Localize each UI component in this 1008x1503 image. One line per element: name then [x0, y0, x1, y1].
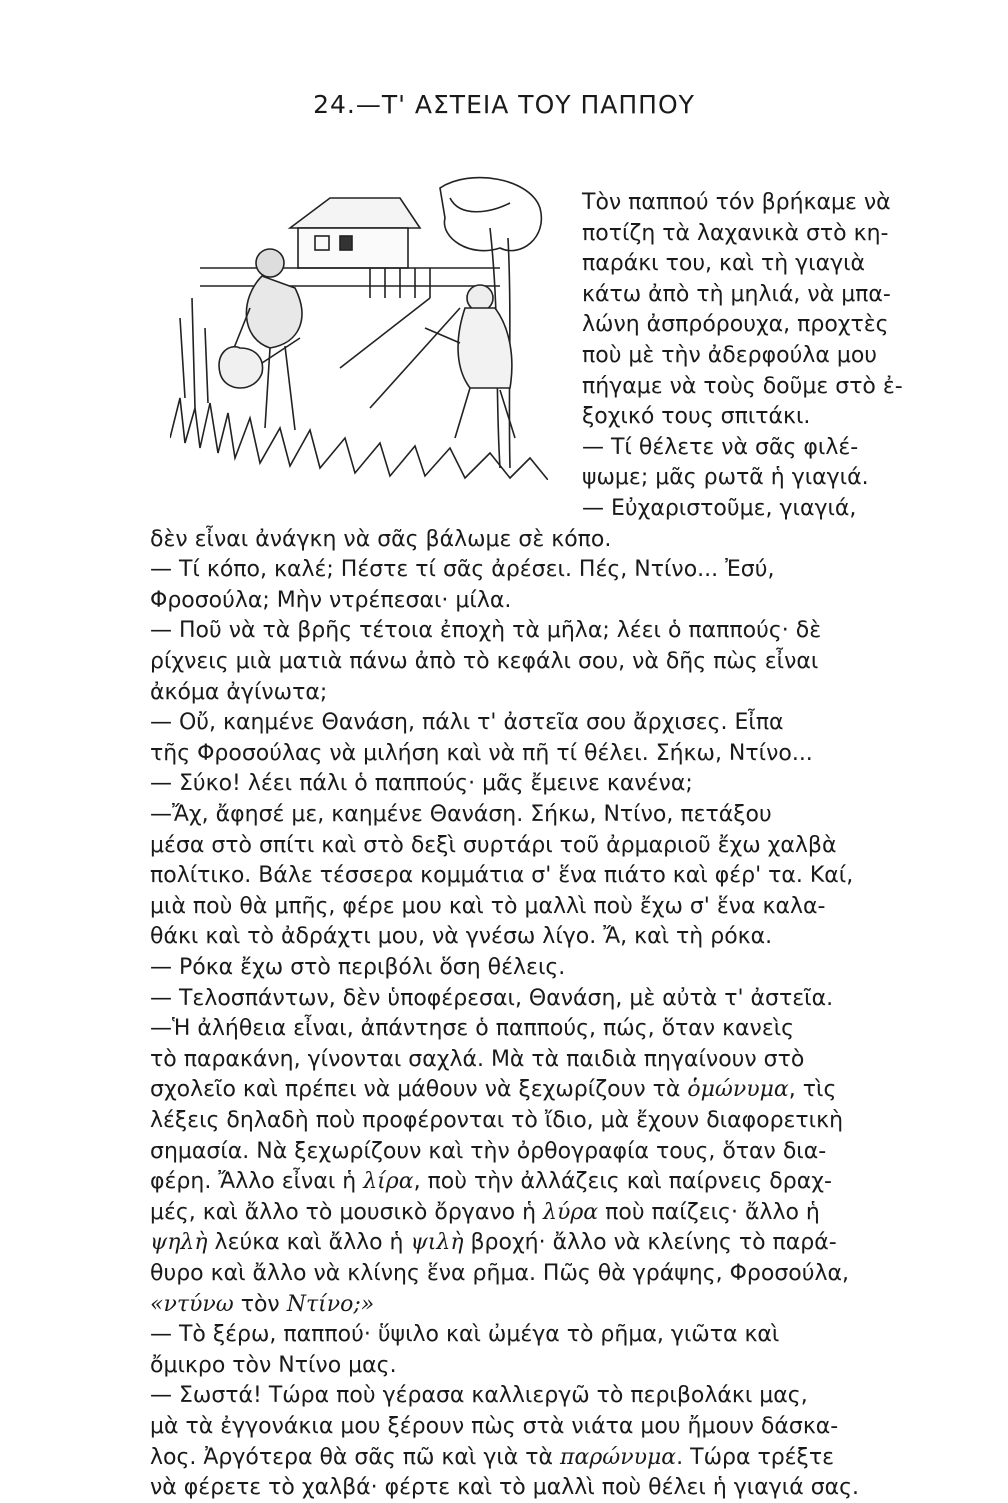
- text-run: μέσα στὸ σπίτι καὶ στὸ δεξὶ συρτάρι τοῦ ἀρμαριοῦ ἔχω χαλβὰ: [150, 832, 837, 858]
- text-line: [582, 341, 877, 371]
- text-run: , τὶς: [788, 1077, 837, 1103]
- text-line: [582, 249, 865, 279]
- text-run: —Ἡ ἀλήθεια εἶναι, ἀπάντησε ὁ παππούς, πώς, ὅταν κανεὶς: [150, 1016, 795, 1042]
- text-run: βροχή· ἄλλο νὰ κλείνης τὸ παρά-: [463, 1230, 837, 1256]
- text-run: σημασία. Νὰ ξεχωρίζουν καὶ τὴν ὀρθογραφία τους, ὅταν δια-: [150, 1138, 827, 1164]
- text-line: [150, 1075, 836, 1105]
- text-run: Φροσούλα; Μὴν ντρέπεσαι· μίλα.: [150, 587, 512, 613]
- text-line: [150, 1473, 859, 1503]
- text-run: — Σύκο! λέει πάλι ὁ παππούς· μᾶς ἔμεινε κανένα;: [150, 771, 693, 797]
- text-line: [150, 769, 693, 799]
- text-line: [150, 1290, 374, 1320]
- text-run: παράκι του, καὶ τὴ γιαγιὰ: [582, 251, 866, 277]
- italic-term: ψιλὴ: [410, 1230, 464, 1256]
- text-run: τὸ παρακάνη, γίνονται σαχλά. Μὰ τὰ παιδιὰ πηγαίνουν στὸ: [150, 1046, 805, 1072]
- text-run: μές, καὶ ἄλλο τὸ μουσικὸ ὄργανο ἡ: [150, 1199, 544, 1225]
- italic-term: Ντίνο;»: [286, 1291, 375, 1317]
- text-line: [150, 800, 772, 830]
- text-run: — Τελοσπάντων, δὲν ὑποφέρεσαι, Θανάση, μὲ αὐτὰ τ' ἀστεῖα.: [150, 985, 834, 1011]
- text-run: — Εὐχαριστοῦμε, γιαγιά,: [582, 496, 857, 521]
- text-run: — Ποῦ νὰ τὰ βρῆς τέτοια ἐποχὴ τὰ μῆλα; λέει ὁ παππούς· δὲ: [150, 618, 822, 644]
- text-line: [150, 1167, 832, 1197]
- text-run: θυρο καὶ ἄλλο νὰ κλίνης ἕνα ρῆμα. Πῶς θὰ γράψης, Φροσούλα,: [150, 1261, 849, 1286]
- text-line: [582, 402, 810, 432]
- text-line: [150, 708, 784, 738]
- text-run: λώνη ἀσπρόρουχα, προχτὲς: [582, 312, 889, 338]
- italic-term: ψηλὴ: [150, 1230, 208, 1256]
- text-line: [582, 310, 889, 340]
- text-run: — Τί θέλετε νὰ σᾶς φιλέ-: [582, 434, 859, 460]
- text-run: τὸν: [233, 1291, 287, 1317]
- italic-term: λύρα: [543, 1199, 599, 1225]
- text-run: μιὰ ποὺ θὰ μπῆς, φέρε μου καὶ τὸ μαλλὶ ποὺ ἔχω σ' ἕνα καλα-: [150, 893, 826, 919]
- text-line: [150, 555, 774, 585]
- italic-term: ὁμώνυμα: [687, 1077, 789, 1103]
- text-line: [150, 892, 825, 922]
- text-run: πήγαμε νὰ τοὺς δοῦμε στὸ ἐ-: [582, 373, 903, 399]
- text-line: [150, 1198, 820, 1228]
- text-run: θάκι καὶ τὸ ἀδράχτι μου, νὰ γνέσω λίγο. Ἄ, καὶ τὴ ρόκα.: [150, 924, 773, 950]
- text-line: [150, 1351, 397, 1381]
- text-line: [150, 831, 836, 861]
- text-line: [150, 525, 611, 555]
- text-line: [582, 433, 858, 463]
- text-run: ποὺ παίζεις· ἄλλο ἡ: [598, 1199, 820, 1225]
- text-line: [150, 1045, 804, 1075]
- text-run: ψωμε; μᾶς ρωτᾶ ἡ γιαγιά.: [582, 465, 869, 491]
- text-line: [150, 1412, 838, 1442]
- text-run: ρίχνεις μιὰ ματιὰ πάνω ἀπὸ τὸ κεφάλι σου, νὰ δῆς πὼς εἶναι: [150, 649, 819, 674]
- text-line: [150, 586, 511, 616]
- italic-term: λίρα: [363, 1169, 414, 1195]
- text-line: [150, 1320, 779, 1350]
- text-line: [150, 616, 821, 646]
- text-line: [582, 188, 891, 218]
- text-line: [150, 739, 813, 769]
- text-run: ὄμικρο τὸν Ντίνο μας.: [150, 1352, 397, 1378]
- garden-illustration: [170, 168, 548, 480]
- text-run: , ποὺ τὴν ἀλλάζεις καὶ παίρνεις δραχ-: [413, 1169, 832, 1195]
- text-line: [150, 647, 818, 677]
- text-line: [150, 1443, 834, 1473]
- text-run: λέξεις δηλαδὴ ποὺ προφέρονται τὸ ἴδιο, μὰ ἔχουν διαφορετικὴ: [150, 1108, 844, 1133]
- text-line: [150, 984, 833, 1014]
- text-line: [150, 922, 772, 952]
- text-run: φέρη. Ἄλλο εἶναι ἡ: [150, 1169, 364, 1195]
- text-run: — Τί κόπο, καλέ; Πέστε τί σᾶς ἀρέσει. Πές, Ντίνο... Ἐσύ,: [150, 557, 775, 583]
- text-run: μὰ τὰ ἐγγονάκια μου ξέρουν πὼς στὰ νιάτα μου ἤμουν δάσκα-: [150, 1414, 839, 1439]
- text-line: [150, 953, 565, 983]
- text-run: Τὸν παππού τόν βρήκαμε νὰ: [582, 190, 891, 215]
- text-run: κάτω ἀπὸ τὴ μηλιά, νὰ μπα-: [582, 281, 891, 307]
- text-run: ποτίζη τὰ λαχανικὰ στὸ κη-: [582, 220, 889, 246]
- text-line: [150, 1014, 794, 1044]
- text-run: νὰ φέρετε τὸ χαλβά· φέρτε καὶ τὸ μαλλὶ ποὺ θέλει ἡ γιαγιά σας.: [150, 1475, 860, 1501]
- text-line: [150, 861, 853, 891]
- text-run: ἀκόμα ἀγίνωτα;: [150, 679, 328, 705]
- text-run: τῆς Φροσούλας νὰ μιλήση καὶ νὰ πῆ τί θέλει. Σήκω, Ντίνο...: [150, 740, 813, 766]
- text-run: —Ἄχ, ἄφησέ με, καημένε Θανάση. Σήκω, Ντίνο, πετάξου: [150, 802, 772, 827]
- text-line: [582, 463, 869, 493]
- text-run: ξοχικό τους σπιτάκι.: [582, 404, 811, 430]
- text-run: — Σωστά! Τώρα ποὺ γέρασα καλλιεργῶ τὸ περιβολάκι μας,: [150, 1383, 808, 1409]
- text-run: πολίτικο. Βάλε τέσσερα κομμάτια σ' ἕνα πιάτο καὶ φέρ' τα. Καί,: [150, 863, 854, 889]
- italic-term: παρώνυμα: [560, 1444, 677, 1470]
- text-line: [150, 1259, 849, 1289]
- text-run: — Ρόκα ἔχω στὸ περιβόλι ὅση θέλεις.: [150, 955, 566, 980]
- page-title: 24.—Τ' ΑΣΤΕΙΑ ΤΟΥ ΠΑΠΠΟΥ: [313, 90, 695, 119]
- text-run: ποὺ μὲ τὴν ἀδερφούλα μου: [582, 343, 878, 368]
- text-line: [582, 494, 856, 524]
- text-line: [582, 280, 891, 310]
- text-run: — Οὔ, καημένε Θανάση, πάλι τ' ἀστεῖα σου ἄρχισες. Εἶπα: [150, 710, 784, 736]
- text-run: . Τώρα τρέξτε: [676, 1444, 834, 1470]
- text-run: λεύκα καὶ ἄλλο ἡ: [207, 1230, 411, 1256]
- text-line: [582, 372, 903, 402]
- text-line: [150, 1137, 826, 1167]
- text-line: [582, 219, 888, 249]
- text-line: [150, 678, 327, 708]
- text-run: σχολεῖο καὶ πρέπει νὰ μάθουν νὰ ξεχωρίζουν τὰ: [150, 1077, 688, 1103]
- text-line: [150, 1228, 837, 1258]
- text-run: λος. Ἀργότερα θὰ σᾶς πῶ καὶ γιὰ τὰ: [150, 1444, 561, 1470]
- italic-term: «ντύνω: [150, 1291, 234, 1317]
- text-line: [150, 1381, 808, 1411]
- text-run: — Τὸ ξέρω, παππού· ὕψιλο καὶ ὠμέγα τὸ ρῆμα, γιῶτα καὶ: [150, 1322, 780, 1348]
- text-run: δὲν εἶναι ἀνάγκη νὰ σᾶς βάλωμε σὲ κόπο.: [150, 526, 612, 552]
- text-line: [150, 1106, 843, 1136]
